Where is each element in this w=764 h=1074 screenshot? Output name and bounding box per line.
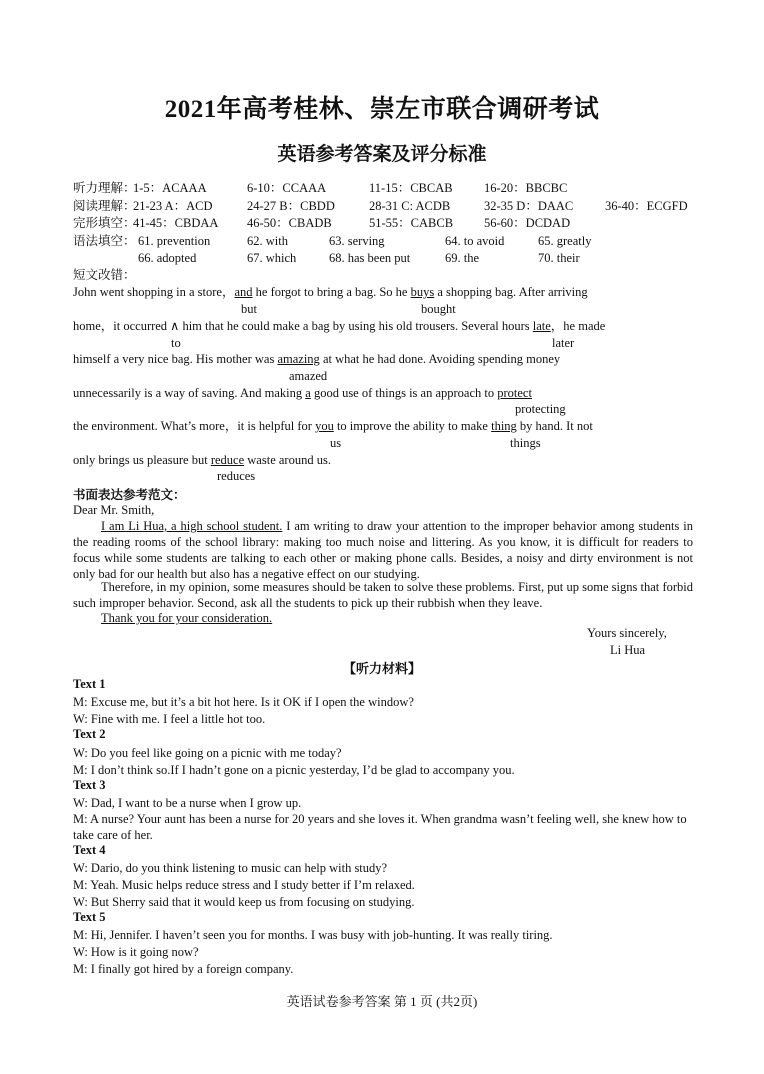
answer-group: 61. prevention [138, 234, 211, 248]
dialogue-line: M: I don’t think so.If I hadn’t gone on a picnic yesterday, I’d be glad to accompany you. [73, 763, 515, 777]
correction-word: bought [421, 302, 456, 316]
answer-group: 56-60：DCDAD [484, 216, 571, 230]
correction-line [73, 351, 560, 367]
error-word: amazing [277, 352, 320, 366]
row-label: 完形填空： [73, 216, 136, 230]
text-segment: waste around us. [244, 453, 331, 467]
letter-paragraph [73, 610, 693, 626]
text-segment: by hand. It not [516, 419, 593, 433]
text-segment: unnecessarily is a way of saving. And making [73, 386, 306, 400]
text-segment: ，he made [550, 319, 606, 333]
correction-word: protecting [515, 402, 566, 416]
text-title: Text 5 [73, 910, 106, 924]
dialogue-line: M: I finally got hired by a foreign company. [73, 962, 294, 976]
answer-group: 1-5：ACAAA [133, 181, 207, 195]
answer-group: 69. the [445, 251, 480, 265]
page-footer: 英语试卷参考答案 第 1 页 (共2页) [286, 994, 478, 1009]
letter-signature: Li Hua [610, 643, 646, 657]
answer-group: 32-35 D：DAAC [484, 199, 574, 213]
correction-line [73, 452, 331, 468]
correction-word: us [330, 436, 342, 450]
letter-greeting: Dear Mr. Smith, [73, 503, 155, 517]
answer-group: 24-27 B：CBDD [247, 199, 335, 213]
text-segment: the environment. What’s more，it is helpful for [73, 419, 316, 433]
dialogue-line: W: Fine with me. I feel a little hot too. [73, 712, 266, 726]
dialogue-line: W: Dario, do you think listening to music can help with study? [73, 861, 388, 875]
text-segment: only brings us pleasure but [73, 453, 211, 467]
error-word: a [305, 386, 311, 400]
text-segment: I am writing to draw your attention to the improper behavior among students in the reading rooms of the school library: making too much noise and littering. As you know, it is difficult for readers to focus while some students are talking to each other or making phone calls. Besides, a noisy and dirty environment is not only bad for our health but also has a negative effect on our studying. [73, 519, 693, 581]
text-segment: at what he had done. Avoiding spending money [319, 352, 561, 366]
answer-group: 64. to avoid [445, 234, 505, 248]
dialogue-line: W: How is it going now? [73, 945, 199, 959]
answer-group: 6-10：CCAAA [247, 181, 327, 195]
dialogue-line: M: Excuse me, but it’s a bit hot here. Is it OK if I open the window? [73, 695, 414, 709]
page-title: 2021年高考桂林、崇左市联合调研考试 [164, 96, 600, 123]
row-label: 语法填空： [73, 234, 136, 248]
dialogue-line: M: Hi, Jennifer. I haven’t seen you for months. I was busy with job-hunting. It was really tiring. [73, 928, 553, 942]
page-subtitle: 英语参考答案及评分标准 [277, 144, 487, 165]
correction-word: but [241, 302, 257, 316]
error-word: reduce [210, 453, 245, 467]
text-segment: he forgot to bring a bag. So he [252, 285, 411, 299]
text-segment: good use of things is an approach to [310, 386, 498, 400]
dialogue-line: W: But Sherry said that it would keep us from focusing on studying. [73, 895, 415, 909]
answer-group: 11-15：CBCAB [369, 181, 453, 195]
error-word: late [532, 319, 551, 333]
error-word: protect [497, 386, 532, 400]
correction-word: amazed [289, 369, 328, 383]
answer-group: 51-55：CABCB [369, 216, 454, 230]
text-title: Text 2 [73, 727, 106, 741]
underlined-sentence: I am Li Hua, a high school student. [101, 519, 283, 533]
dialogue-line: W: Dad, I want to be a nurse when I grow up. [73, 796, 302, 810]
correction-label: 短文改错： [73, 268, 136, 282]
answer-group: 70. their [538, 251, 580, 265]
underlined-sentence: Thank you for your consideration. [101, 611, 273, 625]
letter-closing: Yours sincerely, [587, 626, 667, 640]
error-word: buys [410, 285, 435, 299]
writing-label: 书面表达参考范文： [73, 488, 186, 502]
row-label: 听力理解： [73, 181, 136, 195]
text-title: Text 4 [73, 843, 106, 857]
letter-paragraph: Therefore, in my opinion, some measures should be taken to solve these problems. First, put up some signs that forbid such improper behavior. Second, ask all the students to pick up their rubbish when they leave. [73, 580, 693, 610]
answer-group: 28-31 C: ACDB [369, 199, 451, 213]
correction-line [73, 318, 605, 334]
error-word: and [234, 285, 253, 299]
letter-paragraph [73, 518, 693, 582]
correction-line [73, 385, 532, 401]
text-title: Text 1 [73, 677, 106, 691]
text-segment: John went shopping in a store， [73, 285, 235, 299]
text-title: Text 3 [73, 778, 106, 792]
correction-word: things [510, 436, 541, 450]
error-word: you [315, 419, 334, 433]
correction-word: to [171, 336, 181, 350]
error-word: thing [491, 419, 517, 433]
dialogue-line: W: Do you feel like going on a picnic with me today? [73, 746, 342, 760]
correction-line [73, 418, 593, 434]
answer-group: 66. adopted [138, 251, 197, 265]
answer-group: 63. serving [329, 234, 385, 248]
answer-group: 46-50：CBADB [247, 216, 332, 230]
correction-line [73, 284, 588, 300]
listening-heading: 【听力材料】 [342, 661, 421, 676]
dialogue-line: M: Yeah. Music helps reduce stress and I study better if I’m relaxed. [73, 878, 415, 892]
text-segment: to improve the ability to make [333, 419, 492, 433]
text-segment: home，it occurred ∧ him that he could make a bag by using his old trousers. Several hours [73, 319, 533, 333]
answer-group: 65. greatly [538, 234, 592, 248]
correction-word: reduces [217, 469, 256, 483]
row-label: 阅读理解： [73, 199, 136, 213]
answer-group: 21-23 A：ACD [133, 199, 213, 213]
text-segment: himself a very nice bag. His mother was [73, 352, 278, 366]
answer-group: 41-45：CBDAA [133, 216, 219, 230]
dialogue-line: M: A nurse? Your aunt has been a nurse for 20 years and she loves it. When grandma wasn’t feeling well, she knew how to take care of her. [73, 812, 687, 842]
answer-group: 67. which [247, 251, 297, 265]
correction-word: later [552, 336, 575, 350]
answer-group: 16-20：BBCBC [484, 181, 568, 195]
answer-group: 36-40：ECGFD [605, 199, 688, 213]
text-segment: a shopping bag. After arriving [434, 285, 588, 299]
answer-group: 62. with [247, 234, 288, 248]
answer-group: 68. has been put [329, 251, 411, 265]
